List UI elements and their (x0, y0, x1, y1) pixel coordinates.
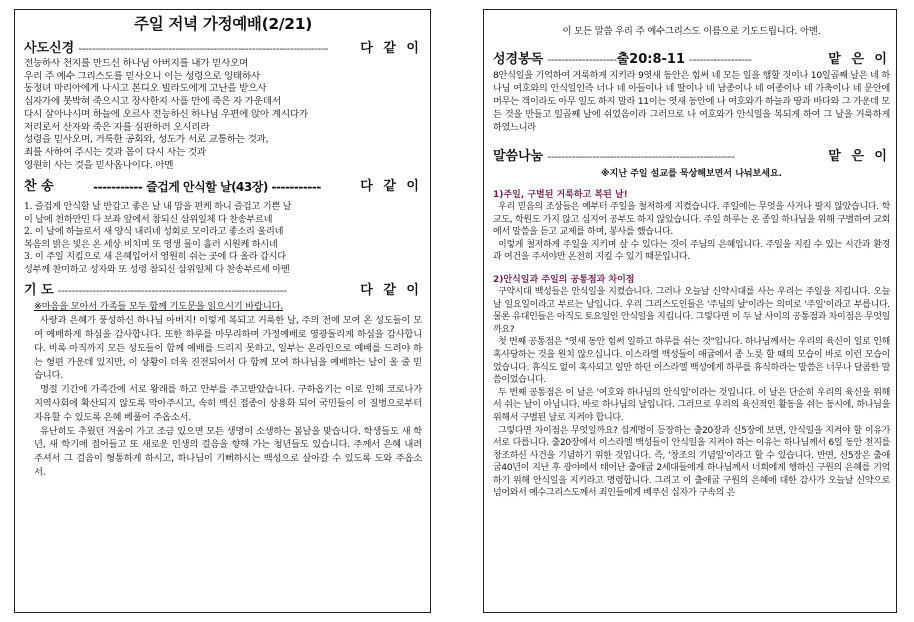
prayer-paragraph: 사랑과 은혜가 풍성하신 하나님 아버지! 이렇게 복되고 거룩한 날, 주의 전에 모여 온 성도들이 모여 예배하게 하심을 감사합니다. 또한 하루를 마무리하며 가정예배로 영광돌리게 하심을 감사합니다. 비록 아직까지 모든 성도들이 함께 예배를 드리지 못하고, 일부는 온라인으로 예배를 드려야 하는 형편 가운데 있지만, 이 상황이 더욱 진전되어서 다 함께 모여 하나님을 예배하는 날이 올 줄 믿습니다. (34, 315, 422, 382)
creed-line: 전능하사 천지를 만드신 하나님 아버지를 내가 믿사오며 (24, 58, 249, 69)
hymn-line: 이 날에 천하만민 다 보좌 앞에서 참되신 삼위일체 다 찬송부르네 (24, 213, 273, 225)
creed-line: 성령을 믿사오며, 거룩한 공회와, 성도가 서로 교통하는 것과, (24, 134, 269, 146)
prayer-intro: ※마음을 모아서 가족들 모두 함께 기도문을 읽으시기 바랍니다. (34, 301, 284, 313)
creed-dashes: ------------------------------------------------------------------------ (78, 42, 329, 55)
creed-text (24, 58, 422, 172)
prayer-paragraph: 유난히도 추웠던 겨울이 가고 조금 있으면 모든 생명이 소생하는 봄날을 맞습니다. 학생들도 새 학년, 새 학기에 접어들고 또 새로운 인생의 걸음을 향해 가는 청년들도 있습니다. 주께서 은혜 내려 주셔서 그 걸음이 형통하게 하시고, 하나님이 기뻐하시는 백성으로 살아갈 수 있도록 도와 주옵소서. (34, 425, 422, 478)
sermon-paragraph: 그렇다면 차이점은 무엇일까요? 십계명이 등장하는 출20장과 신5장에 보면, 안식일을 지켜야 할 이유가 서로 다릅니다. 출20장에서 이스라엘 백성들이 안식일을 지켜야 하는 이유는 하나님께서 6일 동안 천지를 창조하신 사건을 기념하기 위한 것입니다. 즉, '창조의 기념일'이라고 할 수 있습니다. 반면, 신5장은 출애굽40년이 지난 후 광야에서 태어난 출애굽 2세대들에게 하나님께서 너희에게 행하신 구원의 은혜를 기억하기 위해 안식일을 지키라고 명령합니다. 그리고 이 출애굽 구원의 은혜에 대한 감사가 오늘날 신약으로 넘어와서 예수그리스도께서 죄인들에게 베푸신 십자가 구속의 은 (493, 425, 890, 499)
sermon-paragraph: 우리 믿음의 조상들은 예부터 주일을 철저하게 지켰습니다. 주일에는 무엇을 사거나 팔지 않았습니다. 학교도, 학원도 가지 않고 심지어 공부도 하지 않았습니다. 주일 하루는 온 종일 하나님을 위해 구별하여 교회에서 말씀을 듣고 교제를 하며, 봉사를 했습니다. (493, 202, 890, 238)
reading-dashes: -------------------- (547, 53, 617, 66)
sermon-leader: 맡 은 이 (828, 149, 890, 164)
sermon-paragraph: 첫 번째 공통점은 "엿새 동안 힘써 일하고 하루를 쉬는 것"입니다. 하나님께서는 우리의 육신이 일로 인해 혹사당하는 것을 원치 않으십니다. 이스라엘 백성들이 애굽에서 종 노릇 할 때의 모습이 바로 이런 모습이었습니다. 휴식도 없이 혹사되고 일만 하던 이스라엘 백성에게 하루를 휴식하라는 말씀은 너무나 달콤한 말씀이었습니다. (493, 337, 890, 386)
creed-leader: 다 같 이 (360, 41, 422, 56)
sermon-paragraph: 이렇게 철저하게 주일을 지키며 살 수 있다는 것이 주님의 은혜입니다. 주일을 지킬 수 있는 시간과 환경과 여건을 주셔야만 온전히 지킬 수 있기 때문입니다. (493, 239, 890, 263)
reading-leader: 맡 은 이 (828, 52, 890, 67)
sermon-note: ※지난 주일 설교를 묵상해보면서 나눠보세요. (600, 169, 783, 179)
creed-line: 우리 주 예수 그리스도를 믿사오니 이는 성령으로 잉태하사 (24, 70, 261, 82)
creed-line: 저리로서 산자와 죽은 자를 심판하러 오시리라 (24, 121, 210, 133)
scripture-passage: 8안식일을 기억하여 거룩하게 지키라 9엿새 동안은 힘써 네 모든 일을 행할 것이나 10일곱째 날은 네 하나님 여호와의 안식일인즉 너나 네 아들이나 네 딸이나 네 남종이나 네 여종이나 네 가축이나 네 문안에 머무는 객이라도 아무 일도 하지 말라 11이는 엿새 동안에 나 여호와가 하늘과 땅과 바다와 그 가운데 모든 것을 만들고 일곱째 날에 쉬었음이라 그러므로 나 여호와가 안식일을 복되게 하여 그 날을 거룩하게 하였느니라 (493, 70, 890, 133)
prayer-closing: 이 모든 말씀 우리 주 예수그리스도 이름으로 기도드립니다. 아멘. (562, 26, 821, 37)
hymn-line: 2. 이 날에 하늘로서 새 양식 내리네 성회로 모이라고 좋소리 울리네 (24, 226, 284, 238)
prayer-header (24, 282, 422, 300)
hymn-line: 성부께 찬미하고 성자와 또 성령 참되신 삼위일체 다 찬송부르세 아멘 (24, 263, 290, 275)
creed-heading: 사도신경 (24, 41, 75, 56)
hymn-heading: 찬 송 (24, 179, 54, 195)
sermon-part-2 (493, 286, 890, 500)
sermon-paragraph: 구약시대 백성들은 안식일을 지켰습니다. 그러나 오늘날 신약시대를 사는 우리는 주일을 지킵니다. 오늘날 일요일이라고 부르는 날입니다. 우리 그리스도인들은 '주님의 날'이라는 의미로 '주일'이라고 부릅니다. 물론 유대인들은 아직도 토요일인 안식일을 지킵니다. 그렇다면 이 두 날 사이의 공통점과 차이점은 무엇일까요? (493, 286, 890, 335)
hymn-line: 1. 즐겁게 안식할 날 반갑고 좋은 날 내 맘을 편케 하니 즐겁고 기쁜 날 (24, 201, 292, 213)
prayer-dashes: ------------------------------------------------------------------ (57, 284, 287, 298)
prayer-paragraph: 명절 기간에 가족간에 서로 왕래를 하고 안부를 주고받았습니다. 구하옵기는 이로 인해 코로나가 지역사회에 확산되지 않도록 막아주시고, 속히 백신 접종이 상용화 되어 국민들이 이 질병으로부터 자유할 수 있도록 은혜 베풀어 주옵소서. (34, 384, 422, 423)
reading-dashes-2: ------------------ (689, 53, 752, 66)
reading-header (493, 51, 890, 69)
reading-reference: 출20:8-11 (616, 52, 686, 67)
sermon-part-1 (493, 201, 890, 264)
creed-line: 죄를 사하여 주시는 것과 몸이 다시 사는 것과 (24, 146, 206, 158)
hymn-lyrics (24, 201, 422, 276)
creed-line: 동정녀 마리아에게 나시고 본디오 빌라도에게 고난을 받으사 (24, 83, 267, 95)
sermon-subheading-2: 2)안식일과 주일의 공통점과 차이점 (493, 274, 635, 285)
creed-header (24, 40, 422, 58)
creed-line: 십자가에 못박혀 죽으시고 장사한지 사흘 만에 죽은 자 가운데서 (24, 96, 281, 108)
right-page (483, 9, 897, 613)
creed-line: 영원히 사는 것을 믿사옵나이다. 아멘 (24, 159, 174, 171)
sermon-paragraph: 두 번째 공통점은 이 날은 '여호와 하나님의 안식일'이라는 것입니다. 이 날은 단순히 우리의 육신을 위해서 쉬는 날이 아닙니다. 바로 하나님의 날입니다. 그러므로 우리의 육신적인 활동을 쉬는 동시에, 하나님을 위해서 구별된 날로 지켜야 합니다. (493, 387, 890, 423)
reading-heading: 성경봉독 (493, 52, 544, 67)
hymn-title: ----------- 즐겁게 안식할 날(43장) ----------- (93, 180, 321, 195)
hymn-header (24, 178, 422, 196)
left-page (14, 9, 431, 613)
hymn-line: 3. 이 주일 지킴으로 새 은혜입어서 영원히 쉬는 곳에 다 올라 갑시다 (24, 251, 286, 263)
prayer-text (24, 300, 422, 479)
scripture-text (493, 69, 890, 134)
sermon-header (493, 148, 890, 166)
creed-line: 다시 살아나시며 하늘에 오르사 전능하신 하나님 우편에 앉아 계시다가 (24, 108, 308, 120)
prayer-heading: 기 도 (24, 283, 54, 299)
prayer-leader: 다 같 이 (360, 283, 422, 299)
hymn-line: 복음의 밝은 빛은 온 세상 비치며 또 영생 물이 흘러 시원케 하시네 (24, 238, 278, 250)
sermon-dashes: ------------------------------------------------------ (547, 150, 735, 163)
sermon-heading: 말씀나눔 (493, 149, 544, 164)
sermon-subheading-1: 1)주일, 구별된 거룩하고 복된 날! (493, 190, 628, 200)
page-title: 주일 저녁 가정예배(2/21) (134, 15, 312, 33)
hymn-leader: 다 같 이 (360, 179, 422, 195)
